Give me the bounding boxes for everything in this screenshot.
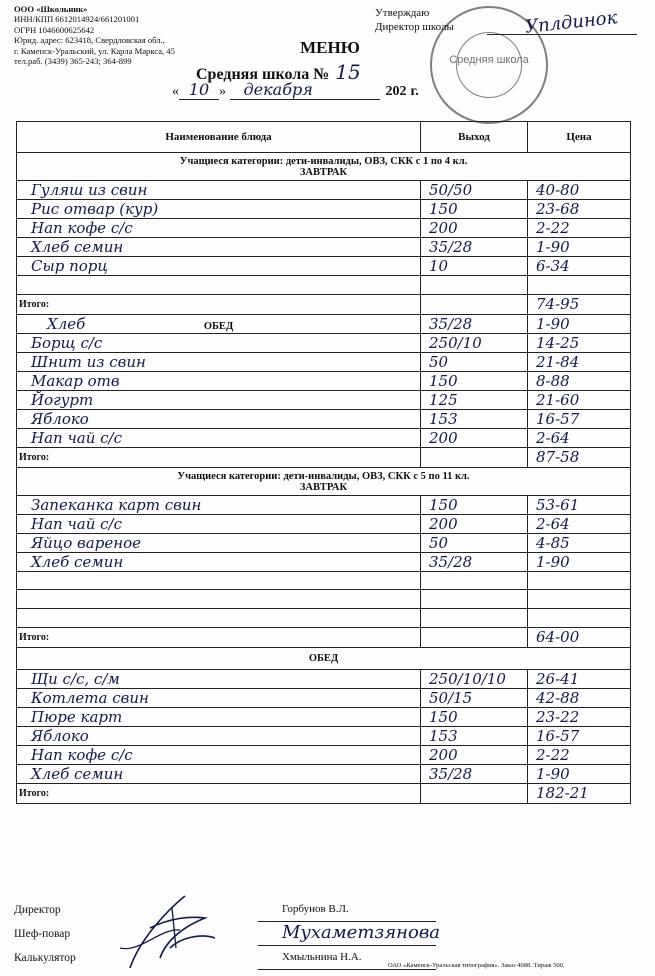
item-output: 250/10 [421, 333, 528, 352]
category-row [17, 467, 631, 495]
item-name: Сыр порц [17, 257, 421, 276]
total-row [17, 294, 631, 314]
approval-block [375, 6, 645, 38]
category-label: Учащиеся категории: дети-инвалиды, ОВЗ, СКК с 1 по 4 кл. [179, 156, 468, 167]
item-name: Яблоко [17, 409, 421, 428]
total-label: Итого: [17, 294, 421, 314]
item-name: Яйцо вареное [17, 533, 421, 552]
item-price: 40-80 [528, 181, 631, 200]
item-price: 16-57 [528, 409, 631, 428]
org-line: г. Каменск-Уральский, ул. Карла Маркса, 45 [14, 45, 175, 56]
item-price: 14-25 [528, 333, 631, 352]
org-name: ООО «Школьник» [14, 4, 88, 14]
signature-line [487, 34, 637, 35]
item-price: 26-41 [528, 669, 631, 688]
total-value: 87-58 [528, 447, 631, 467]
category-row [17, 153, 631, 181]
item-price: 1-90 [528, 764, 631, 783]
school-number: 15 [335, 60, 361, 84]
chef-name: Мухаметзянова [282, 922, 441, 943]
director-position: Директор школы [375, 21, 454, 33]
item-output: 35/28 [421, 314, 528, 333]
table-header-row [17, 122, 631, 153]
item-price: 1-90 [528, 314, 631, 333]
item-output: 153 [421, 409, 528, 428]
table-row [17, 533, 631, 552]
date-year-suffix: г. [410, 84, 419, 99]
role-director: Директор [14, 904, 61, 916]
table-row [17, 514, 631, 533]
table-row [17, 745, 631, 764]
menu-date: « 10 » декабря 202 г. [172, 80, 419, 99]
category-cell [17, 153, 631, 181]
date-year-prefix: 202 [385, 84, 407, 99]
item-output: 150 [421, 371, 528, 390]
item-price: 8-88 [528, 371, 631, 390]
page-title: МЕНЮ [300, 38, 360, 57]
total-value: 74-95 [528, 294, 631, 314]
menu-table [16, 121, 631, 804]
table-row [17, 726, 631, 745]
header-output: Выход [421, 122, 528, 153]
item-output: 200 [421, 745, 528, 764]
category-label: Учащиеся категории: дети-инвалиды, ОВЗ, СКК с 5 по 11 кл. [177, 470, 470, 482]
organization-block [14, 4, 264, 66]
item-price: 6-34 [528, 257, 631, 276]
total-label: Итого: [17, 783, 421, 803]
item-output: 200 [421, 219, 528, 238]
item-price: 2-64 [528, 514, 631, 533]
item-output: 50/50 [421, 181, 528, 200]
director-signature: Уплдинок [524, 7, 619, 38]
table-row [17, 371, 631, 390]
meal-label: ЗАВТРАК [299, 481, 348, 493]
item-output: 150 [421, 707, 528, 726]
item-price: 23-22 [528, 707, 631, 726]
item-name: Хлеб семин [17, 764, 421, 783]
item-output: 150 [421, 495, 528, 514]
table-row [17, 409, 631, 428]
item-name: Хлеб [47, 314, 86, 333]
item-name: Нап чай с/с [17, 514, 421, 533]
table-row [17, 200, 631, 219]
table-row [17, 764, 631, 783]
approved-label: Утверждаю [375, 7, 430, 19]
empty-row [17, 571, 631, 590]
table-row [17, 352, 631, 371]
school-label: Средняя школа № [196, 66, 330, 83]
item-price: 23-68 [528, 200, 631, 219]
item-name: Щи с/с, с/м [17, 669, 421, 688]
table-row [17, 238, 631, 257]
item-name-cell [17, 314, 421, 333]
chef-sign-line [258, 922, 441, 946]
item-output: 10 [421, 257, 528, 276]
date-day: 10 [179, 80, 219, 100]
table-row [17, 181, 631, 200]
role-chef: Шеф-повар [14, 928, 71, 940]
total-row [17, 627, 631, 647]
meal-label: ОБЕД [203, 320, 234, 332]
item-price: 2-22 [528, 219, 631, 238]
header-price: Цена [528, 122, 631, 153]
item-output: 125 [421, 390, 528, 409]
table-row [17, 428, 631, 447]
item-name: Хлеб семин [17, 238, 421, 257]
item-output: 35/28 [421, 238, 528, 257]
item-output: 35/28 [421, 764, 528, 783]
item-price: 1-90 [528, 552, 631, 571]
table-row [17, 390, 631, 409]
empty-row [17, 276, 631, 295]
item-output: 200 [421, 514, 528, 533]
item-output: 153 [421, 726, 528, 745]
item-output: 250/10/10 [421, 669, 528, 688]
item-price: 2-22 [528, 745, 631, 764]
item-output: 50 [421, 533, 528, 552]
item-name: Яблоко [17, 726, 421, 745]
table-row [17, 257, 631, 276]
item-name: Макар отв [17, 371, 421, 390]
item-output: 200 [421, 428, 528, 447]
table-row [17, 333, 631, 352]
empty-row [17, 590, 631, 609]
item-price: 4-85 [528, 533, 631, 552]
org-line: тел.раб. (3439) 365-243; 364-899 [14, 56, 132, 67]
header-name: Наименование блюда [17, 122, 421, 153]
item-price: 21-84 [528, 352, 631, 371]
stamp-text: Средняя школа [449, 54, 529, 66]
item-name: Борщ с/с [17, 333, 421, 352]
item-name: Пюре карт [17, 707, 421, 726]
meal-label: ЗАВТРАК [299, 167, 348, 178]
category-cell [17, 467, 631, 495]
item-name: Запеканка карт свин [17, 495, 421, 514]
table-row [17, 552, 631, 571]
role-calculator: Калькулятор [14, 952, 76, 964]
item-output: 50/15 [421, 688, 528, 707]
item-name: Шнит из свин [17, 352, 421, 371]
signature-names [236, 898, 441, 970]
total-value: 182-21 [528, 783, 631, 803]
total-label: Итого: [17, 627, 421, 647]
table-row [17, 314, 631, 333]
total-label: Итого: [17, 447, 421, 467]
item-name: Рис отвар (кур) [17, 200, 421, 219]
director-sign-line [258, 898, 436, 922]
table-row [17, 707, 631, 726]
item-name: Нап кофе с/с [17, 219, 421, 238]
item-name: Йогурт [17, 390, 421, 409]
total-value: 64-00 [528, 627, 631, 647]
org-line: ИНН/КПП 6612014924/661201001 [14, 14, 140, 25]
org-line: ОГРН 1046600625642 [14, 24, 95, 35]
total-row [17, 783, 631, 803]
org-line: Юрид. адрес: 623418, Свердловская обл., [14, 35, 165, 46]
item-price: 16-57 [528, 726, 631, 745]
printer-note: ОАО «Каменск-Уральская типография». Заказ 4088. Тираж 500. [388, 962, 565, 969]
item-price: 42-88 [528, 688, 631, 707]
table-row [17, 495, 631, 514]
item-price: 21-60 [528, 390, 631, 409]
empty-row [17, 609, 631, 628]
item-name: Гуляш из свин [17, 181, 421, 200]
signatures-roles [14, 898, 76, 970]
total-row [17, 447, 631, 467]
item-output: 35/28 [421, 552, 528, 571]
table-row [17, 688, 631, 707]
meal-label: ОБЕД [17, 647, 631, 669]
item-output: 50 [421, 352, 528, 371]
item-output: 150 [421, 200, 528, 219]
item-name: Нап чай с/с [17, 428, 421, 447]
calculator-name: Хмыльнина Н.А. [282, 951, 362, 963]
date-month: декабря [230, 80, 380, 100]
item-price: 2-64 [528, 428, 631, 447]
handwritten-signature [110, 888, 220, 974]
item-price: 1-90 [528, 238, 631, 257]
director-name: Горбунов В.Л. [282, 903, 349, 915]
meal-row [17, 647, 631, 669]
item-name: Нап кофе с/с [17, 745, 421, 764]
table-row [17, 669, 631, 688]
item-price: 53-61 [528, 495, 631, 514]
item-name: Хлеб семин [17, 552, 421, 571]
table-row [17, 219, 631, 238]
item-name: Котлета свин [17, 688, 421, 707]
